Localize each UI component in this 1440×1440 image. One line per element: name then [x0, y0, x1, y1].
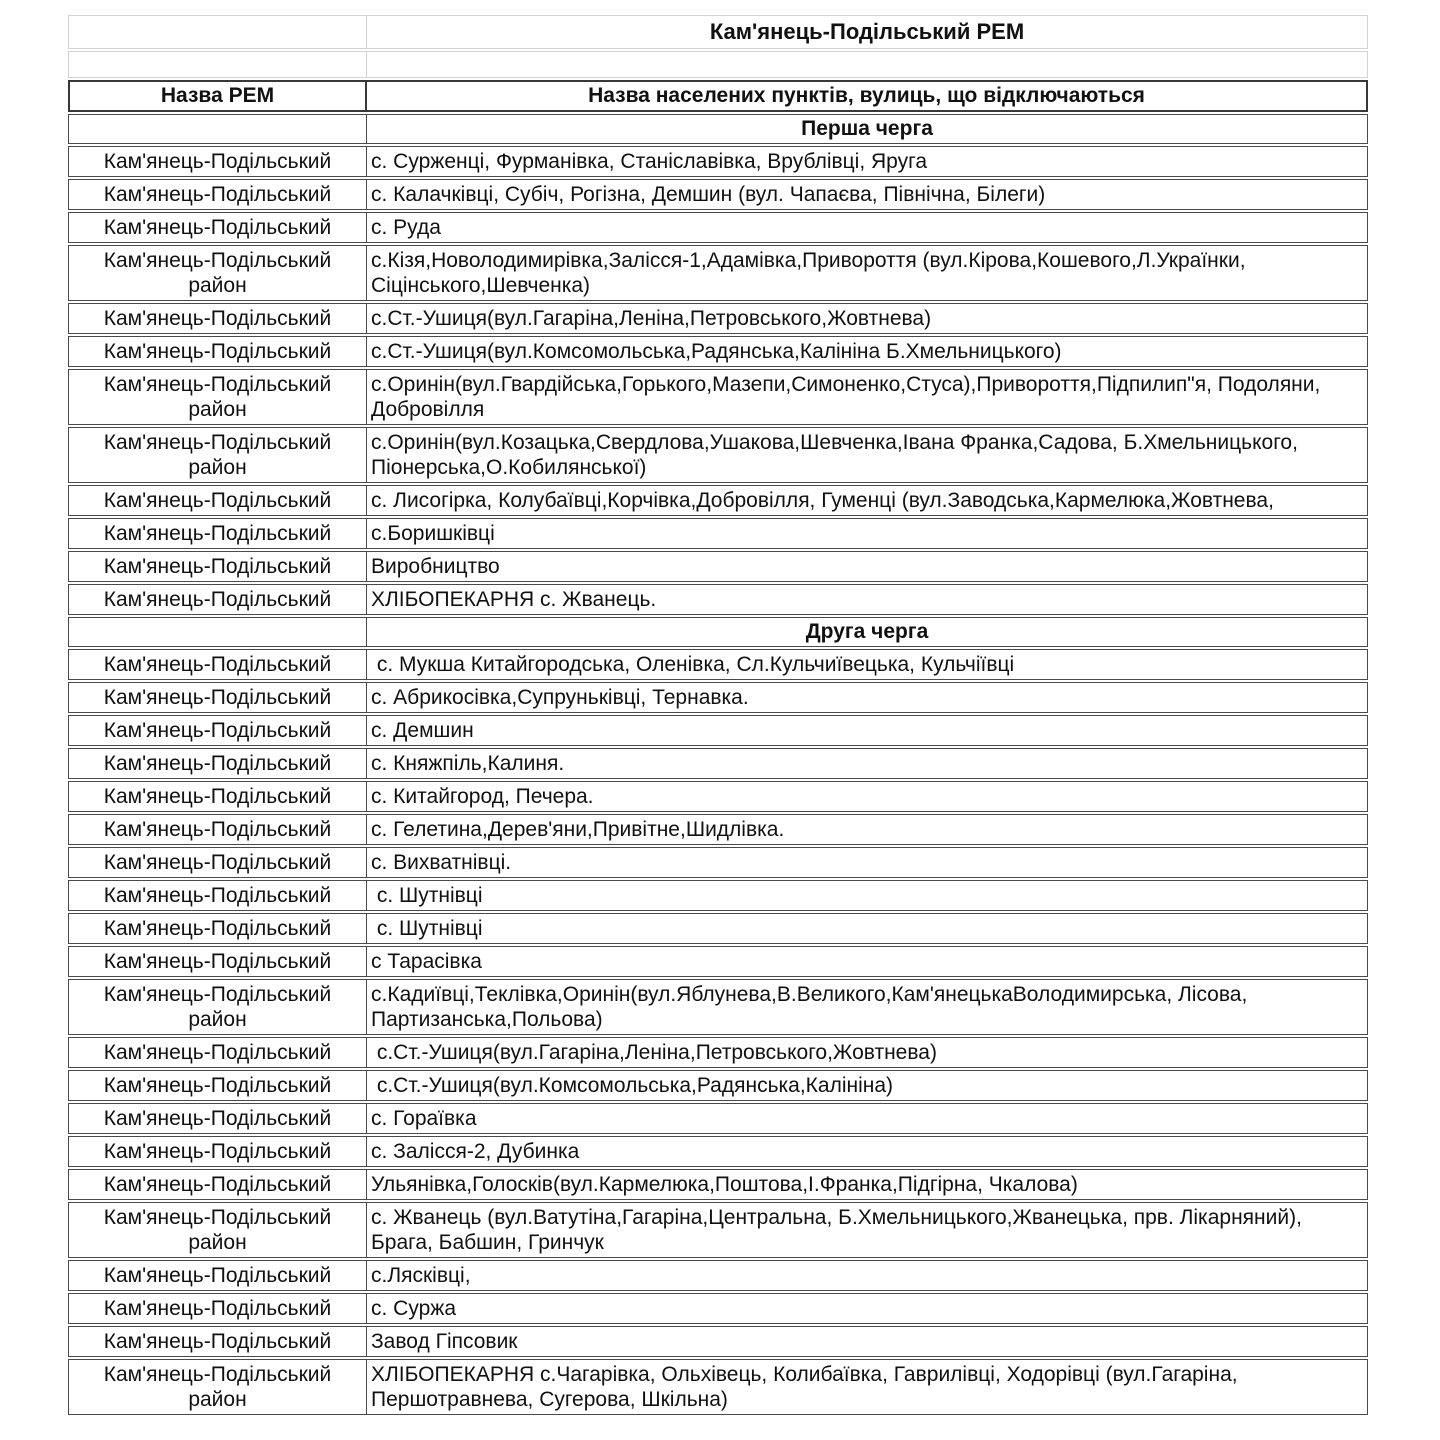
rem-name-cell: Кам'янець-Подільський район — [68, 369, 367, 425]
table-row — [68, 1260, 1368, 1291]
table-row — [68, 303, 1368, 334]
section-label: Перша черга — [367, 114, 1368, 144]
table-row — [68, 649, 1368, 680]
places-cell: Ульянівка,Голосків(вул.Кармелюка,Поштова,І.Франка,Підгірна, Чкалова) — [367, 1169, 1368, 1200]
table-row — [68, 427, 1368, 483]
table-row — [68, 584, 1368, 615]
section-row — [68, 617, 1368, 647]
places-cell: с.Кізя,Новолодимирівка,Залісся-1,Адамівка,Привороття (вул.Кірова,Кошевого,Л.Українки, Сіцінського,Шевченка) — [367, 245, 1368, 301]
table-row — [68, 485, 1368, 516]
table-row — [68, 1359, 1368, 1415]
places-cell: Виробництво — [367, 551, 1368, 582]
rem-name-cell: Кам'янець-Подільський район — [68, 979, 367, 1035]
places-cell: с.Кадиївці,Теклівка,Оринін(вул.Яблунева,В.Великого,Кам'янецькаВолодимирська, Лісова, Партизанська,Польова) — [367, 979, 1368, 1035]
table-row — [68, 1202, 1368, 1258]
table-row — [68, 212, 1368, 243]
table-row — [68, 1103, 1368, 1134]
places-cell: с. Гораївка — [367, 1103, 1368, 1134]
rem-name-cell: Кам'янець-Подільський — [68, 814, 367, 845]
page-title: Кам'янець-Подільський РЕМ — [367, 15, 1368, 49]
places-cell: с. Шутнівці — [367, 913, 1368, 944]
rem-name-cell: Кам'янець-Подільський — [68, 212, 367, 243]
places-cell: с. Китайгород, Печера. — [367, 781, 1368, 812]
places-cell: с.Ст.-Ушиця(вул.Комсомольська,Радянська,Калініна Б.Хмельницького) — [367, 336, 1368, 367]
section-label: Друга черга — [367, 617, 1368, 647]
rem-name-cell: Кам'янець-Подільський район — [68, 1359, 367, 1415]
places-cell: с. Суржа — [367, 1293, 1368, 1324]
section-row — [68, 114, 1368, 144]
section-empty-cell — [68, 114, 367, 144]
places-cell: с. Шутнівці — [367, 880, 1368, 911]
places-cell: с.Ст.-Ушиця(вул.Гагаріна,Леніна,Петровського,Жовтнева) — [367, 1037, 1368, 1068]
rem-name-cell: Кам'янець-Подільський район — [68, 245, 367, 301]
places-cell: ХЛІБОПЕКАРНЯ с. Жванець. — [367, 584, 1368, 615]
rem-name-cell: Кам'янець-Подільський — [68, 518, 367, 549]
places-cell: с. Лисогірка, Колубаївці,Корчівка,Добровілля, Гуменці (вул.Заводська,Кармелюка,Жовтнева, — [367, 485, 1368, 516]
table-row — [68, 814, 1368, 845]
rem-name-cell: Кам'янець-Подільський — [68, 649, 367, 680]
table-row — [68, 946, 1368, 977]
places-cell: ХЛІБОПЕКАРНЯ с.Чагарівка, Ольхівець, Колибаївка, Гаврилівці, Ходорівці (вул.Гагаріна, Першотравнева, Сугерова, Шкільна) — [367, 1359, 1368, 1415]
table-row — [68, 715, 1368, 746]
column-header-places: Назва населених пунктів, вулиць, що відключаються — [367, 80, 1368, 112]
outage-table — [68, 13, 1368, 1417]
places-cell: с.Ст.-Ушиця(вул.Гагаріна,Леніна,Петровського,Жовтнева) — [367, 303, 1368, 334]
spacer-row — [68, 51, 1368, 78]
places-cell: с. Руда — [367, 212, 1368, 243]
table-row — [68, 551, 1368, 582]
table-row — [68, 245, 1368, 301]
rem-name-cell: Кам'янець-Подільський район — [68, 427, 367, 483]
rem-name-cell: Кам'янець-Подільський — [68, 1037, 367, 1068]
title-empty-cell — [68, 15, 367, 49]
spacer-cell-left — [68, 51, 367, 78]
table-row — [68, 1070, 1368, 1101]
places-cell: с. Княжпіль,Калиня. — [367, 748, 1368, 779]
rem-name-cell: Кам'янець-Подільський — [68, 336, 367, 367]
rem-name-cell: Кам'янець-Подільський — [68, 880, 367, 911]
table-row — [68, 1136, 1368, 1167]
column-header-rem: Назва РЕМ — [68, 80, 367, 112]
places-cell: с.Лясківці, — [367, 1260, 1368, 1291]
section-empty-cell — [68, 617, 367, 647]
rem-name-cell: Кам'янець-Подільський — [68, 1293, 367, 1324]
places-cell: Завод Гіпсовик — [367, 1326, 1368, 1357]
places-cell: с.Боришківці — [367, 518, 1368, 549]
header-row — [68, 80, 1368, 112]
rem-name-cell: Кам'янець-Подільський — [68, 303, 367, 334]
rem-name-cell: Кам'янець-Подільський район — [68, 1202, 367, 1258]
rem-name-cell: Кам'янець-Подільський — [68, 847, 367, 878]
places-cell: с. Калачківці, Субіч, Рогізна, Демшин (вул. Чапаєва, Північна, Білеги) — [367, 179, 1368, 210]
rem-name-cell: Кам'янець-Подільський — [68, 946, 367, 977]
places-cell: с. Жванець (вул.Ватутіна,Гагаріна,Центральна, Б.Хмельницького,Жванецька, прв. Лікарняний), Брага, Бабшин, Гринчук — [367, 1202, 1368, 1258]
table-row — [68, 146, 1368, 177]
rem-name-cell: Кам'янець-Подільський — [68, 1326, 367, 1357]
table-row — [68, 880, 1368, 911]
table-row — [68, 781, 1368, 812]
rem-name-cell: Кам'янець-Подільський — [68, 485, 367, 516]
table-row — [68, 1326, 1368, 1357]
places-cell: с.Оринін(вул.Гвардійська,Горького,Мазепи,Симоненко,Стуса),Привороття,Підпилип"я, Подоляни, Добровілля — [367, 369, 1368, 425]
places-cell: с. Мукша Китайгородська, Оленівка, Сл.Кульчиївецька, Кульчіївці — [367, 649, 1368, 680]
table-row — [68, 1037, 1368, 1068]
places-cell: с.Оринін(вул.Козацька,Свердлова,Ушакова,Шевченка,Івана Франка,Садова, Б.Хмельницького, Піонерська,О.Кобилянської) — [367, 427, 1368, 483]
places-cell: с Тарасівка — [367, 946, 1368, 977]
table-row — [68, 847, 1368, 878]
table-body — [68, 15, 1368, 1415]
rem-name-cell: Кам'янець-Подільський — [68, 913, 367, 944]
rem-name-cell: Кам'янець-Подільський — [68, 682, 367, 713]
rem-name-cell: Кам'янець-Подільський — [68, 1136, 367, 1167]
title-row — [68, 15, 1368, 49]
table-row — [68, 518, 1368, 549]
table-row — [68, 979, 1368, 1035]
rem-name-cell: Кам'янець-Подільський — [68, 1260, 367, 1291]
rem-name-cell: Кам'янець-Подільський — [68, 1070, 367, 1101]
table-row — [68, 1169, 1368, 1200]
rem-name-cell: Кам'янець-Подільський — [68, 781, 367, 812]
rem-name-cell: Кам'янець-Подільський — [68, 551, 367, 582]
rem-name-cell: Кам'янець-Подільський — [68, 1103, 367, 1134]
rem-name-cell: Кам'янець-Подільський — [68, 584, 367, 615]
places-cell: с. Демшин — [367, 715, 1368, 746]
places-cell: с. Залісся-2, Дубинка — [367, 1136, 1368, 1167]
places-cell: с. Абрикосівка,Супруньківці, Тернавка. — [367, 682, 1368, 713]
table-row — [68, 369, 1368, 425]
spacer-cell-right — [367, 51, 1368, 78]
places-cell: с. Гелетина,Дерев'яни,Привітне,Шидлівка. — [367, 814, 1368, 845]
rem-name-cell: Кам'янець-Подільський — [68, 1169, 367, 1200]
places-cell: с.Ст.-Ушиця(вул.Комсомольська,Радянська,Калініна) — [367, 1070, 1368, 1101]
rem-name-cell: Кам'янець-Подільський — [68, 146, 367, 177]
places-cell: с. Вихватнівці. — [367, 847, 1368, 878]
table-row — [68, 1293, 1368, 1324]
table-row — [68, 179, 1368, 210]
places-cell: с. Сурженці, Фурманівка, Станіславівка, Врублівці, Яруга — [367, 146, 1368, 177]
table-row — [68, 748, 1368, 779]
rem-name-cell: Кам'янець-Подільський — [68, 715, 367, 746]
table-row — [68, 913, 1368, 944]
rem-name-cell: Кам'янець-Подільський — [68, 748, 367, 779]
table-row — [68, 336, 1368, 367]
rem-name-cell: Кам'янець-Подільський — [68, 179, 367, 210]
table-row — [68, 682, 1368, 713]
